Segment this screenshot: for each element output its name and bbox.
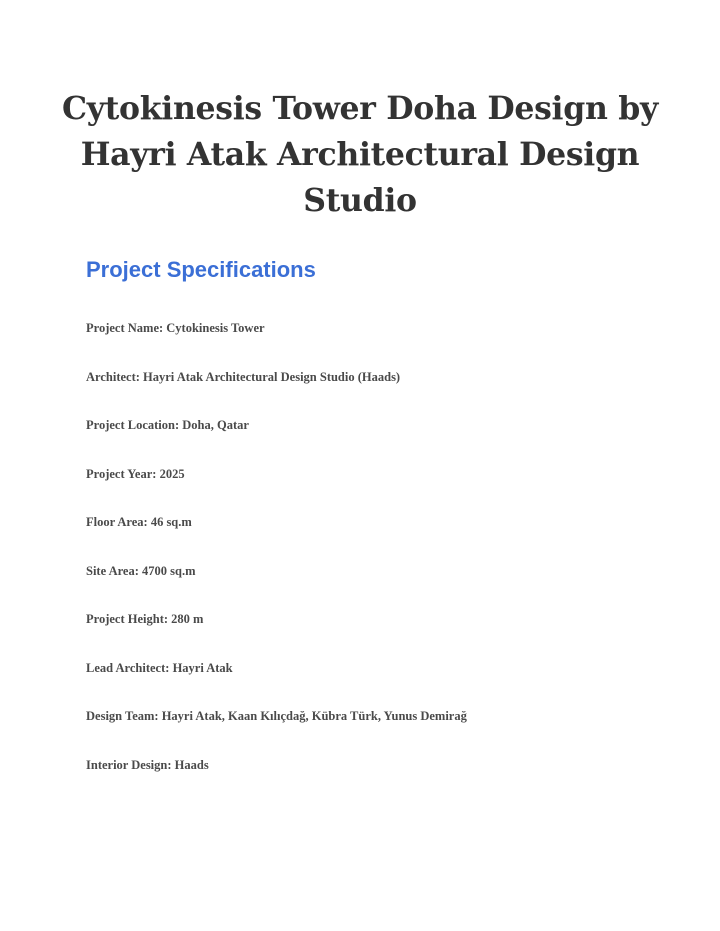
spec-design-team [86, 706, 686, 755]
spec-label: Project Location: [86, 418, 180, 432]
spec-value: 46 sq.m [150, 515, 192, 529]
spec-value: 2025 [159, 466, 185, 481]
spec-interior-design [86, 755, 686, 804]
spec-value: Doha, Qatar [182, 418, 249, 432]
spec-value: 280 m [171, 612, 204, 626]
spec-value: Hayri Atak, Kaan Kılıçdağ, Kübra Türk, Yunus Demirağ [161, 709, 467, 723]
spec-lead-architect [86, 658, 686, 707]
spec-label: Project Height: [86, 612, 169, 626]
spec-label: Project Year: [86, 466, 157, 481]
spec-value: Haads [174, 757, 209, 772]
section-heading-project-specifications: Project Specifications [86, 257, 316, 282]
spec-architect [86, 367, 686, 416]
spec-site-area [86, 561, 686, 610]
spec-project-height [86, 609, 686, 658]
document-title: Cytokinesis Tower Doha Design by Hayri Atak Architectural Design Studio [62, 90, 658, 219]
project-specifications-list [86, 318, 686, 803]
spec-value: Hayri Atak [172, 660, 233, 675]
spec-value: Cytokinesis Tower [166, 321, 265, 335]
spec-project-year [86, 464, 686, 513]
spec-label: Project Name: [86, 321, 164, 335]
spec-label: Architect: [86, 369, 140, 384]
spec-label: Floor Area: [86, 515, 148, 529]
spec-label: Interior Design: [86, 757, 172, 772]
spec-value: 4700 sq.m [142, 563, 196, 578]
spec-floor-area [86, 512, 686, 561]
spec-project-name [86, 318, 686, 367]
spec-label: Site Area: [86, 563, 139, 578]
spec-value: Hayri Atak Architectural Design Studio (Haads) [143, 369, 401, 384]
spec-label: Lead Architect: [86, 660, 170, 675]
spec-project-location [86, 415, 686, 464]
spec-label: Design Team: [86, 709, 159, 723]
